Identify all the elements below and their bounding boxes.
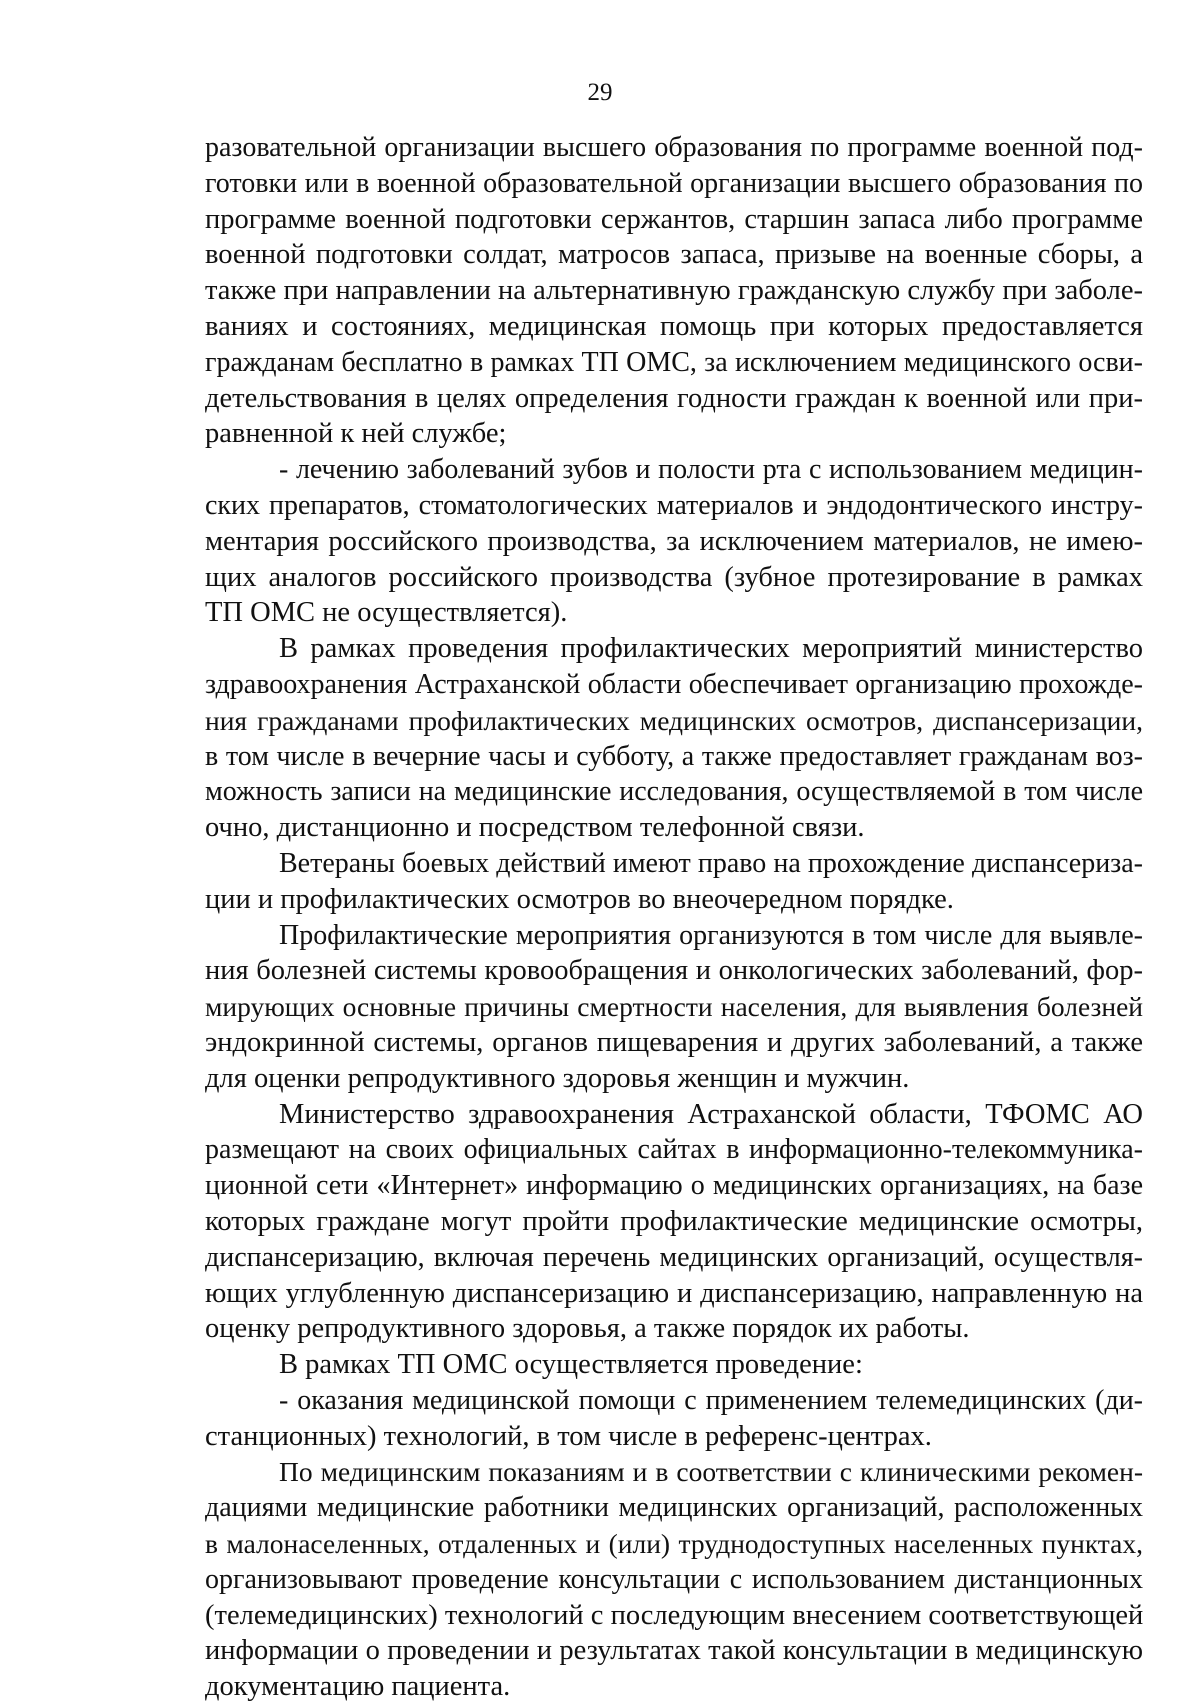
text-line: в том числе в вечерние часы и субботу, а также предоставляет гражданам воз- <box>205 740 1143 772</box>
text-line: документацию пациента. <box>205 1671 511 1703</box>
text-line: Ветераны боевых действий имеют право на прохождение диспансериза- <box>279 847 1143 879</box>
text-line: здравоохранения Астраханской области обеспечивает организацию прохожде- <box>205 668 1143 700</box>
text-line: - лечению заболеваний зубов и полости рта с использованием медицин- <box>279 454 1143 486</box>
text-line: дациями медицинские работники медицинских организаций, расположенных <box>205 1492 1143 1524</box>
text-line: По медицинским показаниям и в соответствии с клиническими рекомен- <box>279 1456 1143 1488</box>
text-line: информации о проведении и результатах такой консультации в медицинскую <box>205 1635 1143 1667</box>
text-line: оценку репродуктивного здоровья, а также порядок их работы. <box>205 1313 970 1345</box>
text-line: для оценки репродуктивного здоровья женщин и мужчин. <box>205 1062 910 1094</box>
text-line: ТП ОМС не осуществляется). <box>205 597 568 629</box>
text-line: эндокринной системы, органов пищеварения и других заболеваний, а также <box>205 1026 1143 1058</box>
text-line: ния болезней системы кровообращения и онкологических заболеваний, фор- <box>205 955 1143 987</box>
text-line: мирующих основные причины смертности населения, для выявления болезней <box>205 991 1143 1023</box>
text-line: (телемедицинских) технологий с последующим внесением соответствующей <box>205 1599 1144 1631</box>
text-line: которых граждане могут пройти профилактические медицинские осмотры, <box>205 1205 1143 1237</box>
text-line: организовывают проведение консультации с использованием дистанционных <box>205 1563 1143 1595</box>
text-line: готовки или в военной образовательной организации высшего образования по <box>205 167 1143 199</box>
text-line: гражданам бесплатно в рамках ТП ОМС, за исключением медицинского осви- <box>205 346 1143 378</box>
text-line: военной подготовки солдат, матросов запаса, призыве на военные сборы, а <box>205 239 1143 271</box>
page-number: 29 <box>587 79 613 106</box>
text-line: размещают на своих официальных сайтах в информационно-телекоммуника- <box>205 1134 1143 1166</box>
text-line: ваниях и состояниях, медицинская помощь при которых предоставляется <box>205 310 1143 342</box>
text-line: В рамках проведения профилактических мероприятий министерство <box>279 633 1143 665</box>
text-line: ции и профилактических осмотров во внеочередном порядке. <box>205 883 954 915</box>
text-line: ния гражданами профилактических медицинских осмотров, диспансеризации, <box>205 704 1143 736</box>
text-line: ционной сети «Интернет» информацию о медицинских организациях, на базе <box>205 1170 1143 1202</box>
text-line: равненной к ней службе; <box>205 418 507 450</box>
text-line: В рамках ТП ОМС осуществляется проведение: <box>279 1349 863 1381</box>
text-line: ских препаратов, стоматологических материалов и эндодонтического инстру- <box>205 489 1143 521</box>
text-line: станционных) технологий, в том числе в референс-центрах. <box>205 1420 932 1452</box>
text-line: щих аналогов российского производства (зубное протезирование в рамках <box>205 561 1143 593</box>
text-line: программе военной подготовки сержантов, старшин запаса либо программе <box>205 203 1143 235</box>
text-line: ющих углубленную диспансеризацию и диспансеризацию, направленную на <box>205 1277 1143 1309</box>
text-line: разовательной организации высшего образования по программе военной под- <box>205 132 1143 163</box>
text-line: также при направлении на альтернативную гражданскую службу при заболе- <box>205 275 1143 307</box>
text-line: очно, дистанционно и посредством телефонной связи. <box>205 812 865 844</box>
text-line: детельствования в целях определения годности граждан к военной или при- <box>205 382 1143 414</box>
text-line: - оказания медицинской помощи с применением телемедицинских (ди- <box>279 1384 1143 1416</box>
text-line: диспансеризацию, включая перечень медицинских организаций, осуществля- <box>205 1241 1143 1273</box>
text-line: можность записи на медицинские исследования, осуществляемой в том числе <box>205 776 1143 808</box>
text-line: в малонаселенных, отдаленных и (или) труднодоступных населенных пунктах, <box>205 1528 1143 1560</box>
text-line: Профилактические мероприятия организуются в том числе для выявле- <box>279 919 1143 951</box>
document-body <box>205 130 1143 1705</box>
text-line: ментария российского производства, за исключением материалов, не имею- <box>205 525 1143 557</box>
text-line: Министерство здравоохранения Астраханской области, ТФОМС АО <box>279 1098 1143 1130</box>
